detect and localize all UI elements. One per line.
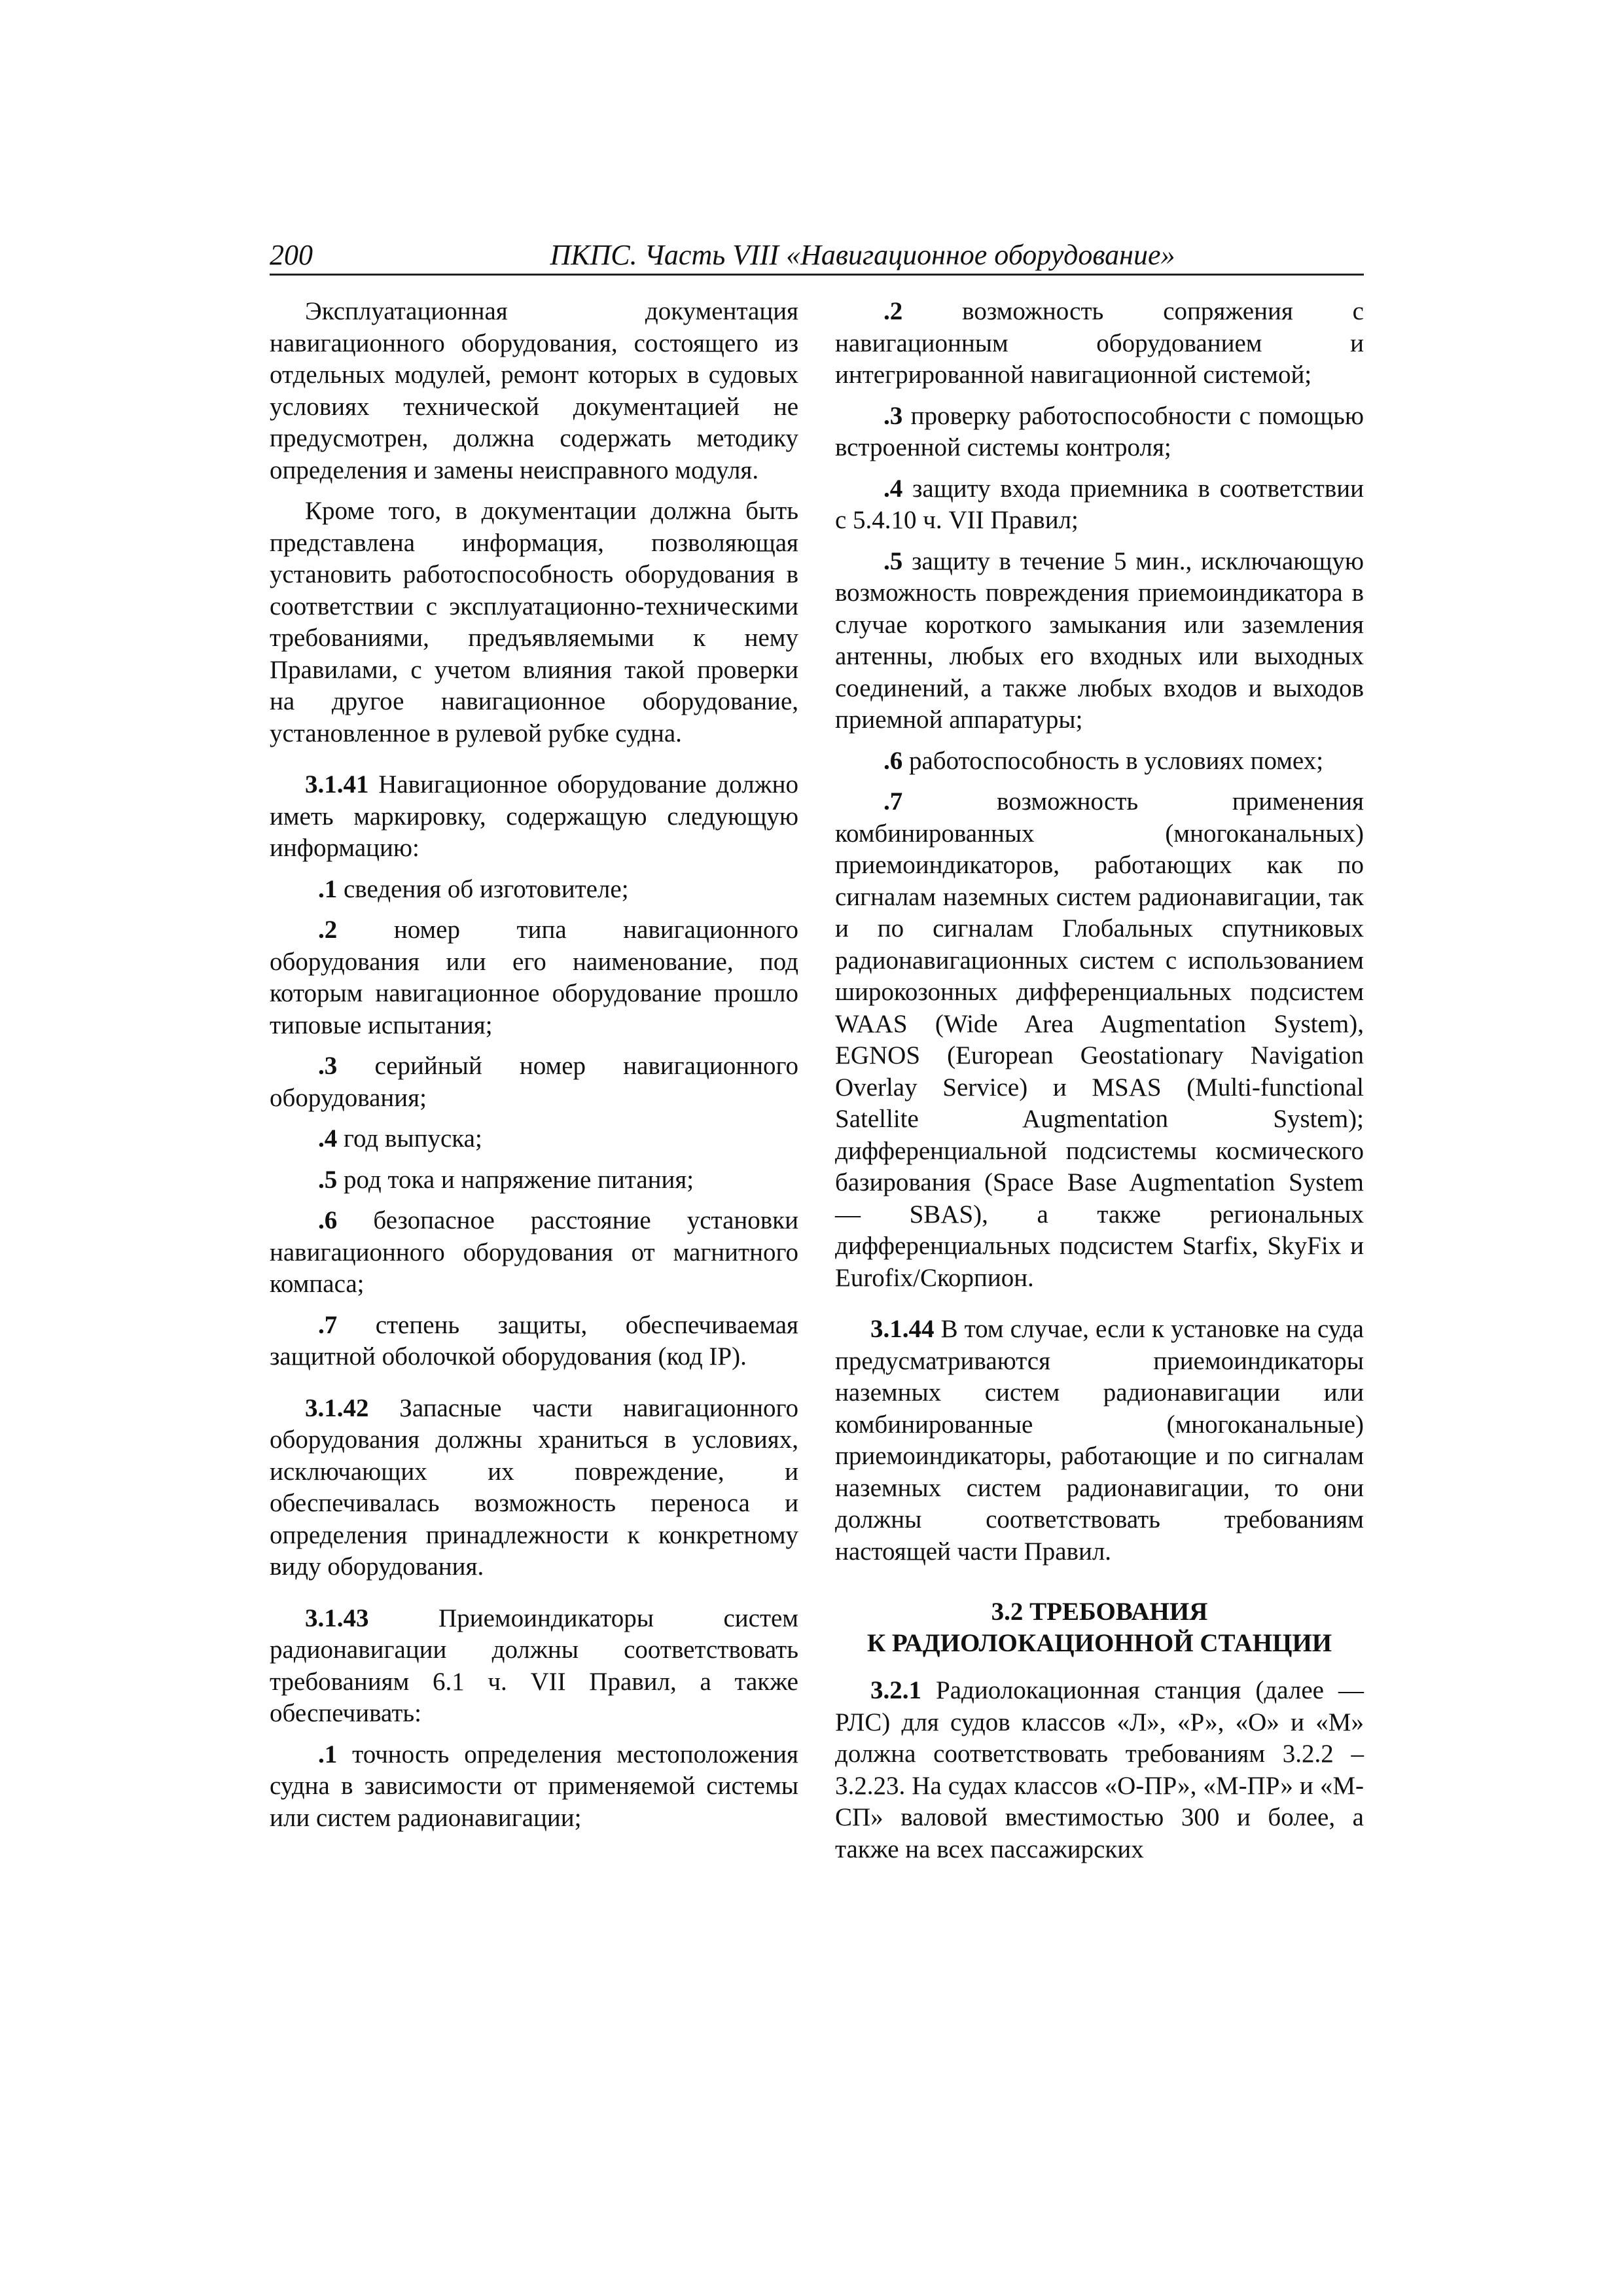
list-item — [835, 546, 1364, 736]
section-heading — [835, 1596, 1364, 1659]
item-number: .7 — [318, 1310, 338, 1339]
clause-number: 3.1.41 — [305, 770, 369, 798]
list-item — [270, 914, 798, 1041]
item-text: точность определения местоположения судна в зависимости от применяемой системы или систем радионавигации; — [270, 1740, 798, 1832]
item-text: серийный номер навигационного оборудования; — [270, 1052, 798, 1112]
list-item — [270, 1164, 798, 1196]
item-text: защиту входа приемника в соответствии с 5.4.10 ч. VII Правил; — [835, 474, 1364, 534]
item-number: .1 — [318, 1740, 338, 1768]
item-number: .2 — [883, 297, 903, 325]
item-number: .6 — [318, 1206, 338, 1234]
clause-3-1-43 — [270, 1603, 798, 1730]
page-number: 200 — [270, 239, 313, 271]
list-item — [270, 1205, 798, 1300]
item-text: возможность сопряжения с навигационным оборудованием и интегрированной навигационной системой; — [835, 297, 1364, 389]
list-item — [270, 1310, 798, 1373]
item-text: год выпуска; — [337, 1124, 482, 1153]
clause-text: Навигационное оборудование должно иметь маркировку, содержащую следующую информацию: — [270, 770, 798, 862]
item-number: .2 — [318, 916, 338, 944]
item-number: .1 — [318, 874, 338, 903]
clause-3-1-44 — [835, 1314, 1364, 1568]
clause-3-1-41 — [270, 769, 798, 865]
running-title: ПКПС. Часть VIII «Навигационное оборудование» — [550, 239, 1175, 271]
list-item — [835, 296, 1364, 391]
section-heading-line: 3.2 ТРЕБОВАНИЯ — [991, 1598, 1208, 1626]
list-item — [270, 1123, 798, 1155]
clause-3-1-42 — [270, 1393, 798, 1583]
item-text: защиту в течение 5 мин., исключающую возможность повреждения приемоиндикатора в случае короткого замыкания или заземления антенны, любых его входных или выходных соединений, а также любых входов и выходов приемной аппаратуры; — [835, 547, 1364, 734]
clause-number: 3.2.1 — [870, 1676, 921, 1704]
list-item — [270, 1050, 798, 1114]
item-number: .3 — [883, 401, 903, 430]
list-item — [835, 786, 1364, 1294]
item-text: род тока и напряжение питания; — [337, 1165, 694, 1194]
item-number: .6 — [883, 746, 903, 775]
right-column — [835, 296, 1364, 1874]
section-heading-line: К РАДИОЛОКАЦИОННОЙ СТАНЦИИ — [866, 1629, 1332, 1657]
item-text: сведения об изготовителе; — [337, 874, 629, 903]
clause-number: 3.1.43 — [305, 1604, 369, 1632]
item-number: .7 — [883, 787, 903, 816]
list-item — [270, 874, 798, 906]
list-item — [270, 1739, 798, 1835]
item-text: работоспособность в условиях помех; — [902, 746, 1324, 775]
item-text: проверку работоспособности с помощью встроенной системы контроля; — [835, 401, 1364, 461]
item-number: .4 — [883, 474, 903, 503]
item-number: .3 — [318, 1052, 338, 1080]
list-item — [835, 745, 1364, 778]
item-number: .5 — [318, 1165, 338, 1194]
paragraph: Эксплуатационная документация навигационного оборудования, состоящего из отдельных модулей, ремонт которых в судовых условиях технической документацией не предусмотрен, должна содержать методику определения и замены неисправного модуля. — [270, 297, 798, 484]
left-column — [270, 296, 798, 1843]
item-number: .4 — [318, 1124, 338, 1153]
page-header — [270, 234, 1364, 276]
item-number: .5 — [883, 547, 903, 575]
clause-number: 3.1.42 — [305, 1393, 369, 1422]
item-text: возможность применения комбинированных (многоканальных) приемоиндикаторов, работающих как по сигналам наземных систем радионавигации, так и по сигналам Глобальных спутниковых радионавигационных систем с использованием широкозонных дифференциальных подсистем WAAS (Wide Area Augmentation System), EGNOS (European Geostationary Navigation Overlay Service) и MSAS (Multi-functional Satellite Augmentation System); дифференциальной подсистемы космического базирования (Space Base Augmentation System — SBAS), а также региональных дифференциальных подсистем Starfix, SkyFix и Eurofix/Скорпион. — [835, 787, 1364, 1292]
item-text: номер типа навигационного оборудования или его наименование, под которым навигационное оборудование прошло типовые испытания; — [270, 916, 798, 1039]
clause-number: 3.1.44 — [870, 1315, 935, 1343]
clause-text: Приемоиндикаторы систем радионавигации должны соответствовать требованиям 6.1 ч. VII Правил, а также обеспечивать: — [270, 1604, 798, 1727]
paragraph: Кроме того, в документации должна быть представлена информация, позволяющая установить работоспособность оборудования в соответствии с эксплуатационно-техническими требованиями, предъявляемыми к нему Правилами, с учетом влияния такой проверки на другое навигационное оборудование, установленное в рулевой рубке судна. — [270, 497, 798, 747]
clause-text: Запасные части навигационного оборудования должны храниться в условиях, исключающих их повреждение, и обеспечивалась возможность переноса и определения принадлежности к конкретному виду оборудования. — [270, 1393, 798, 1581]
list-item — [835, 401, 1364, 464]
clause-text: В том случае, если к установке на суда предусматриваются приемоиндикаторы наземных систем радионавигации или комбинированные (многоканальные) приемоиндикаторы, работающие и по сигналам наземных систем радионавигации, то они должны соответствовать требованиям настоящей части Правил. — [835, 1315, 1364, 1566]
clause-text: Радиолокационная станция (далее — РЛС) для судов классов «Л», «Р», «О» и «М» должна соответствовать требованиям 3.2.2 – 3.2.23. На судах классов «О-ПР», «М-ПР» и «М-СП» валовой вместимостью 300 и более, а также на всех пассажирских — [835, 1676, 1364, 1863]
clause-3-2-1 — [835, 1675, 1364, 1865]
list-item — [835, 473, 1364, 537]
item-text: безопасное расстояние установки навигационного оборудования от магнитного компаса; — [270, 1206, 798, 1298]
item-text: степень защиты, обеспечиваемая защитной оболочкой оборудования (код IP). — [270, 1310, 798, 1371]
